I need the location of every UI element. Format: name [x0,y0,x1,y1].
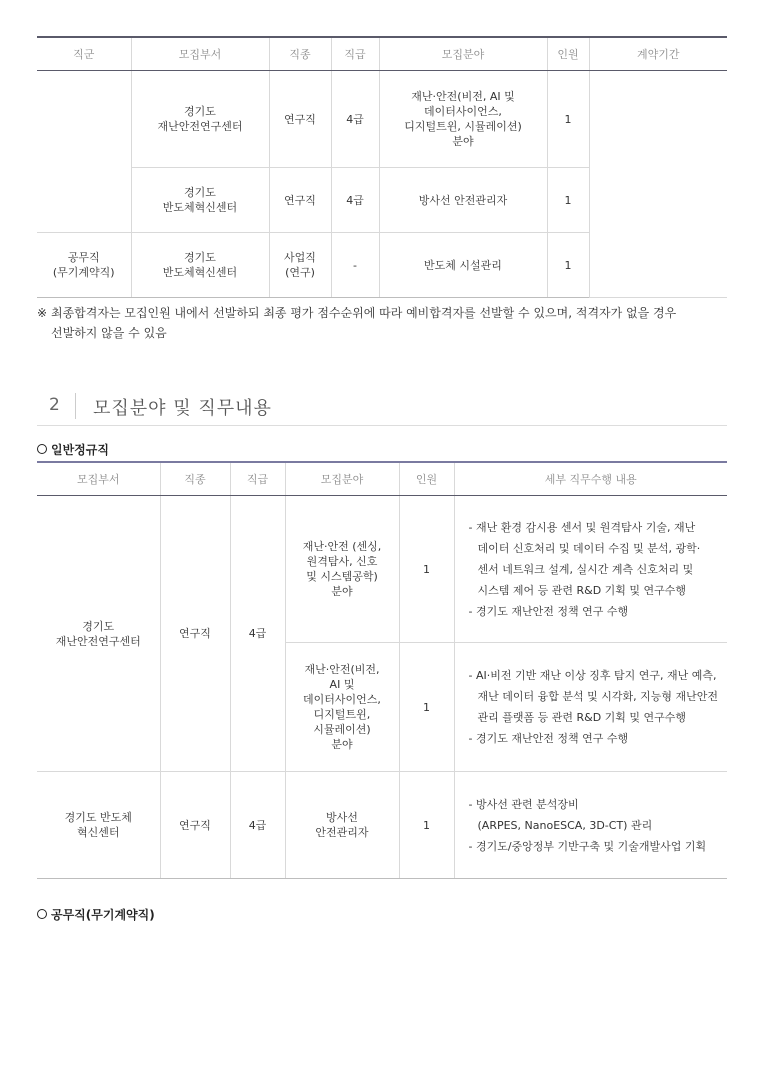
table-row [37,772,727,879]
circle-bullet-icon [37,444,47,454]
group-cell [37,71,131,233]
note-mark: ※ [37,306,48,320]
header-rank: 직급 [331,37,379,71]
dept-cell: 경기도 반도체혁신센터 [131,233,269,298]
count-cell: 1 [399,496,454,643]
rank-cell: 4급 [230,496,285,772]
count-cell: 1 [399,643,454,772]
duty-item: - 경기도 재난안전 정책 연구 수행 [468,604,629,618]
table-row [37,496,727,643]
header-dept: 모집부서 [37,462,160,496]
header-group: 직군 [37,37,131,71]
header-job: 직종 [269,37,331,71]
header-count: 인원 [399,462,454,496]
rank-cell: 4급 [230,772,285,879]
rank-cell: 4급 [331,168,379,233]
group-cell: 공무직 (무기계약직) [37,233,131,298]
rank-cell: - [331,233,379,298]
field-cell: 재난·안전 (센싱, 원격탐사, 신호 및 시스템공학) 분야 [285,496,399,643]
recruitment-summary-table [37,36,727,298]
dept-cell: 경기도 반도체혁신센터 [131,168,269,233]
job-cell: 연구직 [269,168,331,233]
subheading-regular [37,441,109,458]
note-line-1: 최종합격자는 모집인원 내에서 선발하되 최종 평가 점수순위에 따라 예비합격자를 선발할 수 있으며, 적격자가 없을 경우 [51,306,677,320]
section-title: 모집분야 및 직무내용 [93,398,272,419]
field-cell: 재난·안전(비전, AI 및 데이터사이언스, 디지털트윈, 시뮬레이션) 분야 [379,71,547,168]
duty-item: - 방사선 관련 분석장비 (ARPES, NanoESCA, 3D-CT) 관리 [468,797,653,832]
header-job: 직종 [160,462,230,496]
section-heading [37,389,727,426]
duty-item: - AI·비전 기반 재난 이상 징후 탐지 연구, 재난 예측, 재난 데이터 융합 분석 및 시각화, 지능형 재난안전 관리 플랫폼 등 관련 R&D 기획 및 연구수행 [468,669,718,724]
rank-cell: 4급 [331,71,379,168]
contract-cell [589,71,727,298]
header-duties: 세부 직무수행 내용 [454,462,727,496]
job-cell: 연구직 [160,496,230,772]
circle-bullet-icon [37,909,47,919]
duties-cell [454,643,727,772]
job-duty-table [37,461,727,879]
field-cell: 방사선 안전관리자 [285,772,399,879]
duty-item: - 재난 환경 감시용 센서 및 원격탐사 기술, 재난 데이터 신호처리 및 데이터 수집 및 분석, 광학·센서 네트워크 설계, 실시간 계측 신호처리 및 시스템 제어 등 관련 R&D 기획 및 연구수행 [468,520,701,597]
section-number: 2 [49,395,60,415]
section-divider [75,393,76,419]
header-count: 인원 [547,37,589,71]
subheading-permanent-contract-label: 공무직(무기계약직) [51,908,155,922]
count-cell: 1 [547,168,589,233]
job-cell: 사업직 (연구) [269,233,331,298]
job-cell: 연구직 [269,71,331,168]
dept-cell: 경기도 재난안전연구센터 [37,496,160,772]
count-cell: 1 [399,772,454,879]
subheading-permanent-contract [37,906,155,923]
header-field: 모집분야 [285,462,399,496]
dept-cell: 경기도 반도체 혁신센터 [37,772,160,879]
duty-item: - 경기도 재난안전 정책 연구 수행 [468,732,629,745]
subheading-regular-label: 일반정규직 [51,443,109,457]
duties-cell [454,772,727,879]
table-row [37,71,727,168]
header-dept: 모집부서 [131,37,269,71]
header-field: 모집분야 [379,37,547,71]
table-header-row [37,37,727,71]
header-rank: 직급 [230,462,285,496]
duty-item: - 경기도/중앙정부 기반구축 및 기술개발사업 기획 [468,839,707,853]
selection-note [37,303,727,343]
count-cell: 1 [547,233,589,298]
job-cell: 연구직 [160,772,230,879]
field-cell: 재난·안전(비전, AI 및 데이터사이언스, 디지털트윈, 시뮬레이션) 분야 [285,643,399,772]
dept-cell: 경기도 재난안전연구센터 [131,71,269,168]
field-cell: 반도체 시설관리 [379,233,547,298]
note-line-2: 선발하지 않을 수 있음 [51,326,167,340]
table-header-row [37,462,727,496]
count-cell: 1 [547,71,589,168]
duties-cell [454,496,727,643]
header-contract: 계약기간 [589,37,727,71]
field-cell: 방사선 안전관리자 [379,168,547,233]
